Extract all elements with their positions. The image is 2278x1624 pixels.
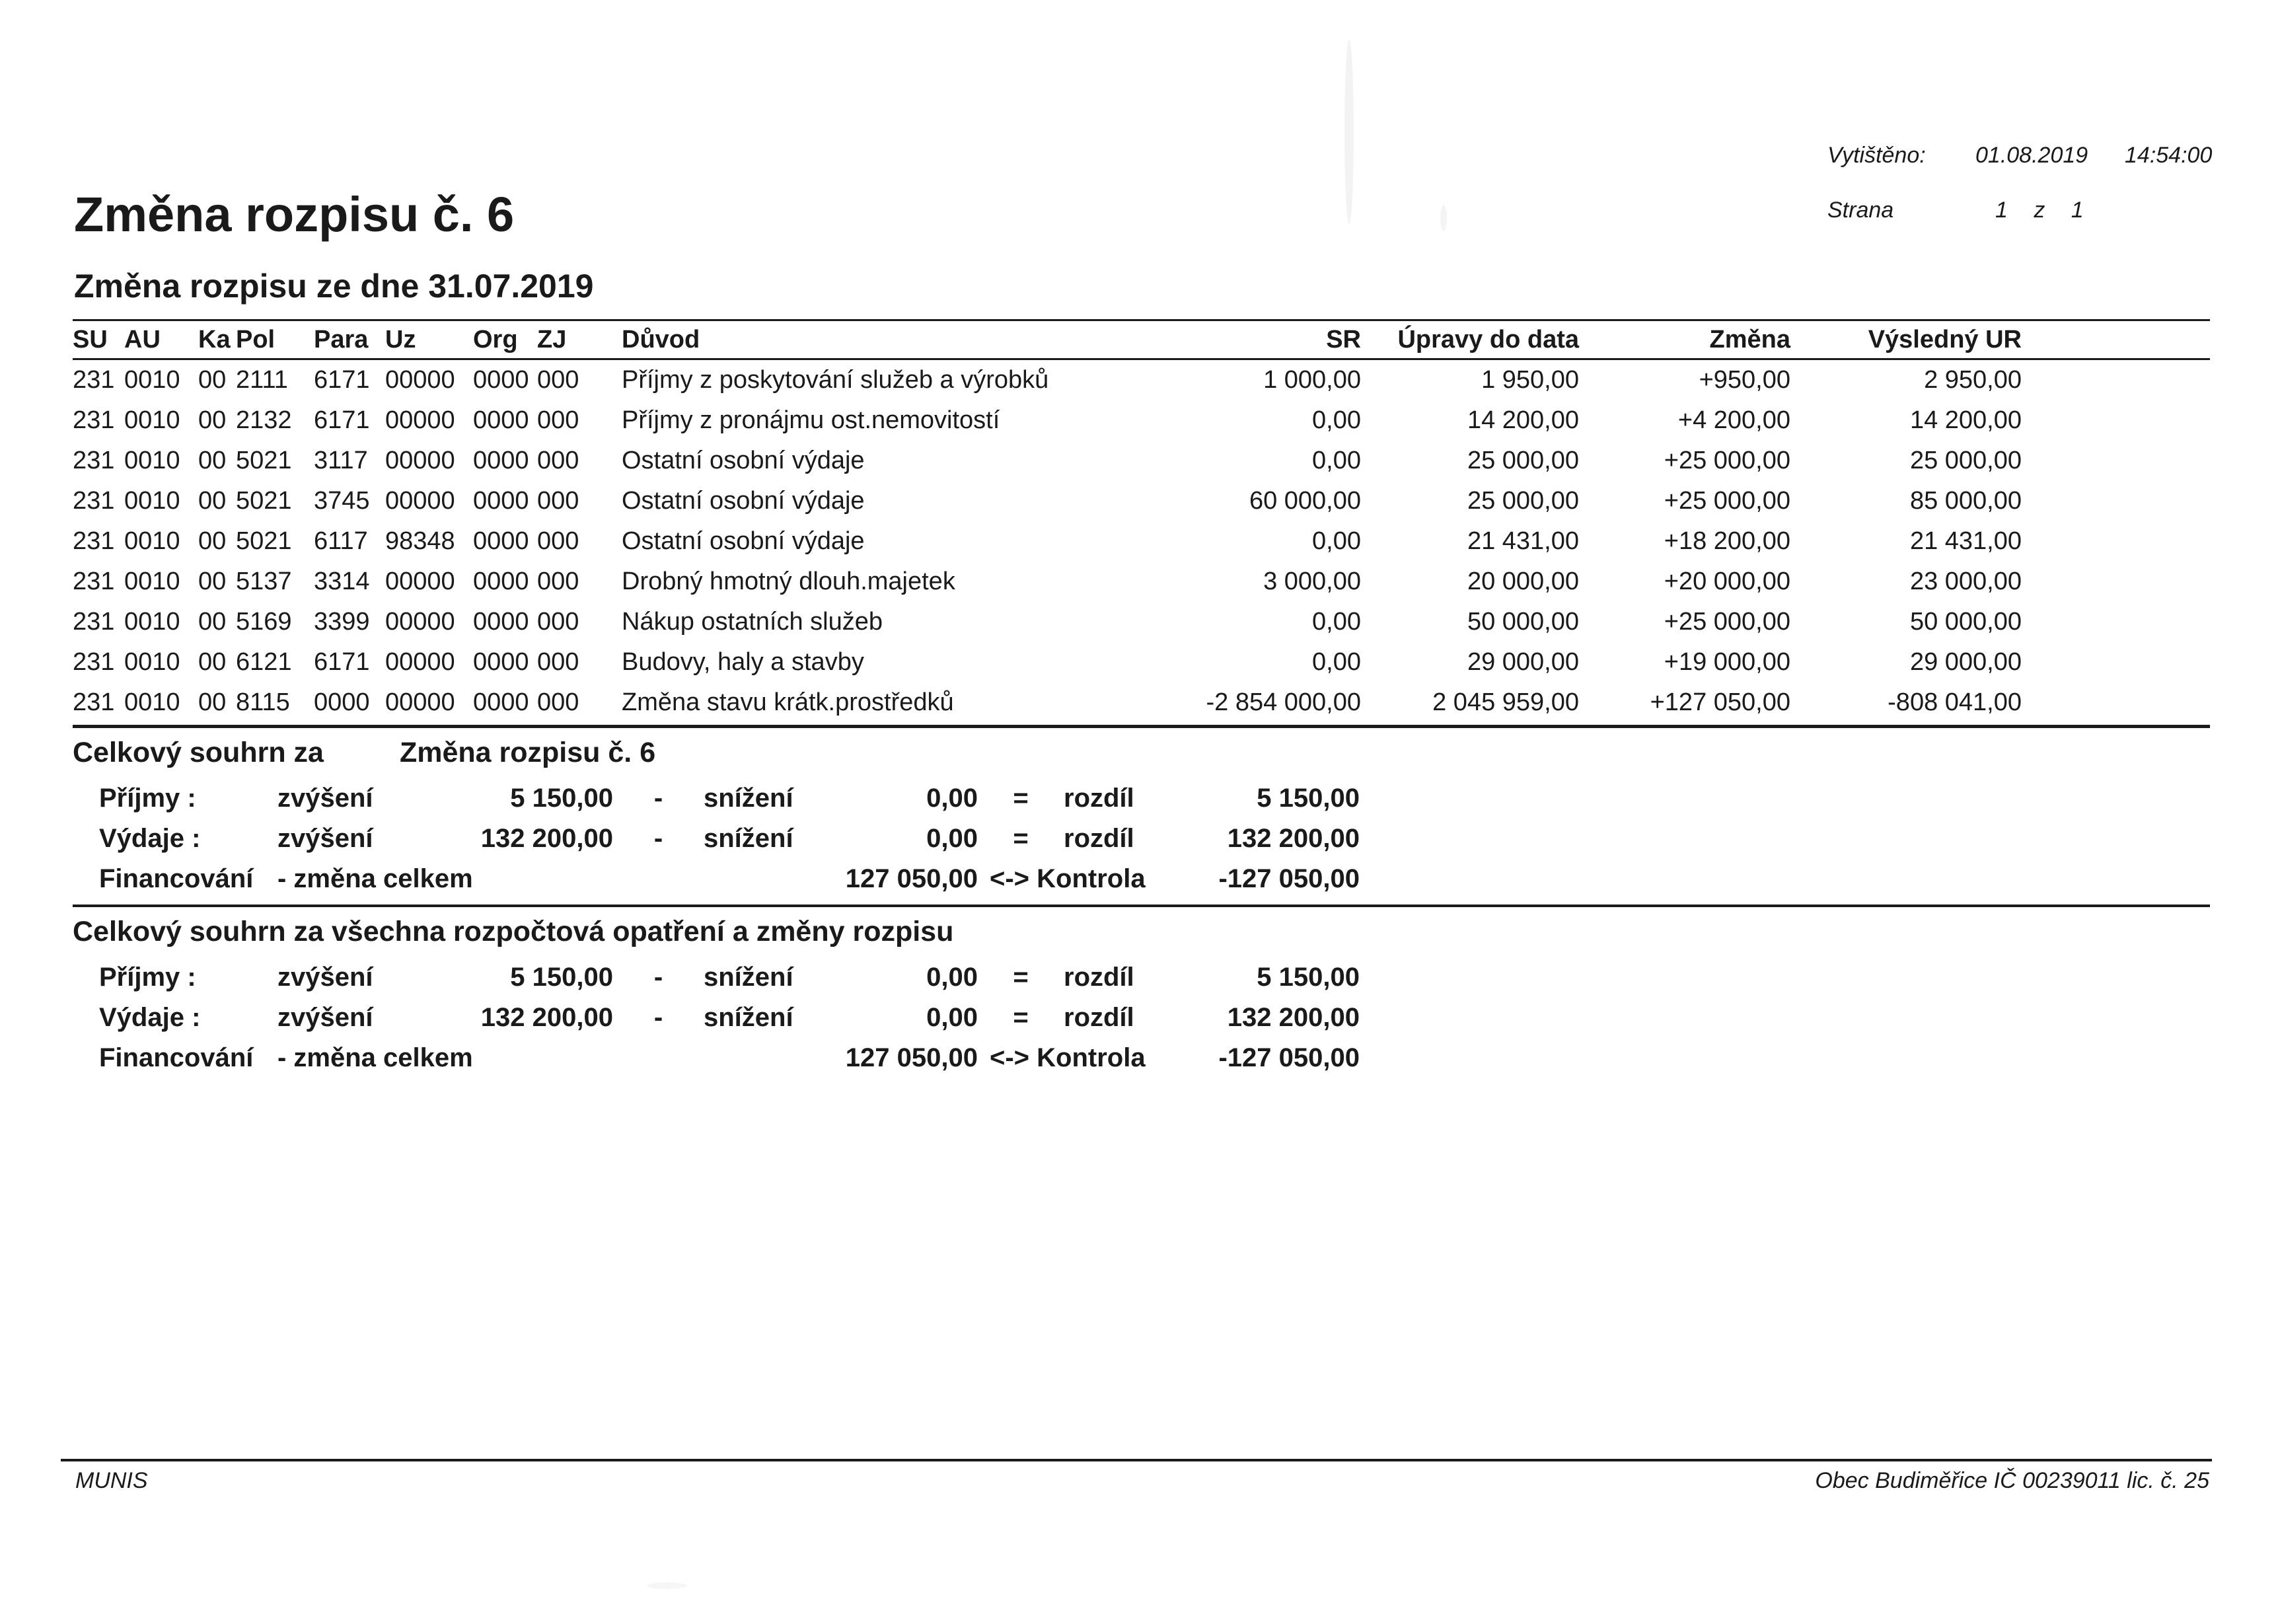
cell-zmena: +20 000,00 [1664, 568, 1790, 595]
cell-upravy: 25 000,00 [1467, 487, 1579, 515]
cell-uz: 00000 [385, 366, 455, 394]
table-row [73, 642, 2210, 683]
cell-sr: 1 000,00 [1263, 366, 1361, 394]
difference-value: 132 200,00 [1227, 1003, 1360, 1032]
financing-sublabel: - změna celkem [277, 1043, 473, 1072]
col-header-ka: Ka [198, 325, 231, 353]
summary-rows [73, 957, 2210, 1078]
cell-duvod: Příjmy z pronájmu ost.nemovitostí [622, 406, 1000, 434]
cell-su: 231 [73, 648, 115, 676]
cell-vysledny: 14 200,00 [1909, 406, 2022, 434]
cell-duvod: Změna stavu krátk.prostředků [622, 688, 954, 716]
divider [73, 725, 2210, 728]
cell-duvod: Příjmy z poskytování služeb a výrobků [622, 366, 1049, 394]
summary-row-label: Příjmy : [99, 963, 196, 992]
cell-au: 0010 [124, 688, 180, 716]
cell-uz: 00000 [385, 688, 455, 716]
cell-zmena: +4 200,00 [1677, 406, 1790, 434]
decrease-label: snížení [704, 1003, 793, 1032]
summary-heading-label: Celkový souhrn za všechna rozpočtová opatření a změny rozpisu [73, 915, 954, 947]
cell-uz: 00000 [385, 568, 455, 595]
decrease-label: snížení [704, 963, 793, 992]
cell-sr: 3 000,00 [1263, 568, 1361, 595]
control-value: -127 050,00 [1218, 1043, 1360, 1072]
decrease-value: 0,00 [926, 784, 978, 813]
minus-sign: - [653, 824, 663, 853]
cell-su: 231 [73, 688, 115, 716]
increase-value: 132 200,00 [480, 824, 613, 853]
page-label: Strana [1827, 198, 1894, 223]
cell-zj: 000 [537, 527, 579, 555]
table-body [73, 360, 2210, 723]
col-header-sr: SR [1326, 325, 1361, 353]
equals-sign: = [1013, 963, 1029, 992]
cell-org: 0000 [473, 688, 529, 716]
cell-vysledny: 21 431,00 [1909, 527, 2022, 555]
cell-zmena: +19 000,00 [1664, 648, 1790, 676]
summary-block-2 [73, 914, 2210, 1078]
cell-su: 231 [73, 608, 115, 636]
footer-app-name: MUNIS [75, 1468, 148, 1493]
scan-noise [647, 1582, 687, 1589]
cell-upravy: 21 431,00 [1467, 527, 1579, 555]
table-row [73, 481, 2210, 521]
scan-noise [1344, 40, 1354, 225]
table-row [73, 683, 2210, 723]
cell-upravy: 1 950,00 [1481, 366, 1579, 394]
minus-sign: - [653, 963, 663, 992]
cell-zmena: +127 050,00 [1650, 688, 1790, 716]
decrease-label: snížení [704, 784, 793, 813]
cell-duvod: Budovy, haly a stavby [622, 648, 864, 676]
cell-upravy: 2 045 959,00 [1432, 688, 1579, 716]
cell-para: 3745 [314, 487, 370, 515]
decrease-label: snížení [704, 824, 793, 853]
financing-value: 127 050,00 [845, 1043, 978, 1072]
printed-date: 01.08.2019 [1975, 143, 2088, 168]
col-header-au: AU [124, 325, 161, 353]
col-header-zj: ZJ [537, 325, 567, 353]
increase-label: zvýšení [277, 963, 373, 992]
cell-duvod: Ostatní osobní výdaje [622, 487, 865, 515]
col-header-duvod: Důvod [622, 325, 700, 353]
table-row [73, 562, 2210, 602]
cell-vysledny: 23 000,00 [1909, 568, 2022, 595]
cell-zmena: +18 200,00 [1664, 527, 1790, 555]
cell-upravy: 25 000,00 [1467, 447, 1579, 474]
cell-vysledny: 25 000,00 [1909, 447, 2022, 474]
summary-row-income [73, 957, 2210, 998]
cell-sr: 0,00 [1312, 527, 1361, 555]
equals-sign: = [1013, 824, 1029, 853]
difference-label: rozdíl [1064, 963, 1134, 992]
cell-uz: 00000 [385, 608, 455, 636]
cell-org: 0000 [473, 487, 529, 515]
cell-upravy: 20 000,00 [1467, 568, 1579, 595]
cell-pol: 2132 [236, 406, 292, 434]
cell-para: 3399 [314, 608, 370, 636]
cell-vysledny: 2 950,00 [1924, 366, 2022, 394]
divider [73, 904, 2210, 907]
financing-sublabel: - změna celkem [277, 864, 473, 893]
summary-rows [73, 778, 2210, 899]
cell-org: 0000 [473, 608, 529, 636]
cell-zmena: +950,00 [1699, 366, 1790, 394]
cell-uz: 00000 [385, 648, 455, 676]
table-row [73, 400, 2210, 441]
cell-su: 231 [73, 568, 115, 595]
col-header-zmena: Změna [1709, 325, 1790, 353]
cell-para: 6171 [314, 366, 370, 394]
cell-zj: 000 [537, 688, 579, 716]
cell-pol: 5021 [236, 527, 292, 555]
cell-org: 0000 [473, 568, 529, 595]
cell-sr: 0,00 [1312, 447, 1361, 474]
cell-uz: 98348 [385, 527, 455, 555]
cell-su: 231 [73, 527, 115, 555]
cell-zj: 000 [537, 366, 579, 394]
page-row [1827, 198, 2212, 223]
cell-upravy: 14 200,00 [1467, 406, 1579, 434]
difference-value: 132 200,00 [1227, 824, 1360, 853]
cell-su: 231 [73, 366, 115, 394]
cell-para: 6171 [314, 406, 370, 434]
page-title: Změna rozpisu č. 6 [74, 187, 515, 242]
cell-au: 0010 [124, 447, 180, 474]
cell-para: 6117 [314, 527, 368, 555]
cell-para: 6171 [314, 648, 370, 676]
cell-pol: 5021 [236, 447, 292, 474]
cell-sr: 60 000,00 [1249, 487, 1361, 515]
decrease-value: 0,00 [926, 1003, 978, 1032]
cell-para: 0000 [314, 688, 370, 716]
difference-label: rozdíl [1064, 824, 1134, 853]
cell-uz: 00000 [385, 487, 455, 515]
cell-pol: 6121 [236, 648, 292, 676]
increase-label: zvýšení [277, 784, 373, 813]
printed-label: Vytištěno: [1827, 143, 1926, 168]
difference-value: 5 150,00 [1257, 784, 1360, 813]
summary-row-label: Výdaje : [99, 824, 201, 853]
table-row [73, 602, 2210, 642]
minus-sign: - [653, 1003, 663, 1032]
control-label: <-> Kontrola [990, 864, 1146, 893]
budget-table [73, 319, 2210, 1078]
col-header-org: Org [473, 325, 518, 353]
cell-vysledny: 85 000,00 [1909, 487, 2022, 515]
summary-block-1 [73, 735, 2210, 907]
financing-value: 127 050,00 [845, 864, 978, 893]
equals-sign: = [1013, 1003, 1029, 1032]
cell-vysledny: 29 000,00 [1909, 648, 2022, 676]
cell-ka: 00 [198, 366, 227, 394]
cell-pol: 2111 [236, 366, 288, 394]
summary-row-label: Příjmy : [99, 784, 196, 813]
summary-heading [73, 735, 2210, 770]
cell-pol: 5169 [236, 608, 292, 636]
cell-sr: -2 854 000,00 [1206, 688, 1361, 716]
cell-zj: 000 [537, 608, 579, 636]
cell-para: 3314 [314, 568, 370, 595]
cell-uz: 00000 [385, 447, 455, 474]
cell-zj: 000 [537, 648, 579, 676]
cell-ka: 00 [198, 568, 227, 595]
col-header-vysledny: Výsledný UR [1868, 325, 2022, 353]
cell-vysledny: -808 041,00 [1888, 688, 2022, 716]
cell-su: 231 [73, 406, 115, 434]
increase-label: zvýšení [277, 1003, 373, 1032]
page-number: 1 z 1 [1995, 198, 2084, 223]
cell-org: 0000 [473, 366, 529, 394]
minus-sign: - [653, 784, 663, 813]
summary-heading-scope: Změna rozpisu č. 6 [400, 736, 656, 768]
decrease-value: 0,00 [926, 963, 978, 992]
printed-time: 14:54:00 [2125, 143, 2213, 168]
increase-value: 5 150,00 [510, 784, 613, 813]
summary-row-expense [73, 998, 2210, 1038]
cell-duvod: Drobný hmotný dlouh.majetek [622, 568, 955, 595]
equals-sign: = [1013, 784, 1029, 813]
cell-pol: 5137 [236, 568, 292, 595]
cell-ka: 00 [198, 688, 227, 716]
cell-su: 231 [73, 487, 115, 515]
cell-ka: 00 [198, 608, 227, 636]
difference-value: 5 150,00 [1257, 963, 1360, 992]
page-subtitle: Změna rozpisu ze dne 31.07.2019 [74, 268, 594, 305]
cell-duvod: Ostatní osobní výdaje [622, 447, 865, 474]
cell-duvod: Ostatní osobní výdaje [622, 527, 865, 555]
cell-org: 0000 [473, 406, 529, 434]
increase-label: zvýšení [277, 824, 373, 853]
scan-noise [1440, 205, 1447, 231]
cell-sr: 0,00 [1312, 648, 1361, 676]
cell-ka: 00 [198, 527, 227, 555]
cell-ka: 00 [198, 648, 227, 676]
col-header-pol: Pol [236, 325, 276, 353]
cell-uz: 00000 [385, 406, 455, 434]
cell-au: 0010 [124, 568, 180, 595]
cell-zmena: +25 000,00 [1664, 447, 1790, 474]
summary-row-financing [73, 859, 2210, 899]
decrease-value: 0,00 [926, 824, 978, 853]
summary-row-income [73, 778, 2210, 819]
cell-org: 0000 [473, 648, 529, 676]
col-header-upravy: Úpravy do data [1397, 325, 1579, 353]
print-info [1827, 143, 2212, 223]
cell-zmena: +25 000,00 [1664, 608, 1790, 636]
cell-upravy: 29 000,00 [1467, 648, 1579, 676]
cell-org: 0000 [473, 527, 529, 555]
summary-row-expense [73, 819, 2210, 859]
cell-para: 3117 [314, 447, 368, 474]
cell-zj: 000 [537, 487, 579, 515]
cell-zj: 000 [537, 568, 579, 595]
table-header-row [73, 319, 2210, 360]
cell-au: 0010 [124, 366, 180, 394]
cell-au: 0010 [124, 648, 180, 676]
summary-heading-label: Celkový souhrn za [73, 736, 324, 768]
control-value: -127 050,00 [1218, 864, 1360, 893]
cell-pol: 8115 [236, 688, 290, 716]
cell-sr: 0,00 [1312, 608, 1361, 636]
footer-license: Obec Budiměřice IČ 00239011 lic. č. 25 [1815, 1468, 2209, 1493]
cell-duvod: Nákup ostatních služeb [622, 608, 883, 636]
cell-zmena: +25 000,00 [1664, 487, 1790, 515]
cell-au: 0010 [124, 527, 180, 555]
cell-sr: 0,00 [1312, 406, 1361, 434]
increase-value: 5 150,00 [510, 963, 613, 992]
table-row [73, 441, 2210, 481]
difference-label: rozdíl [1064, 784, 1134, 813]
col-header-su: SU [73, 325, 108, 353]
page-footer [61, 1459, 2212, 1494]
cell-ka: 00 [198, 447, 227, 474]
increase-value: 132 200,00 [480, 1003, 613, 1032]
cell-zj: 000 [537, 447, 579, 474]
table-row [73, 360, 2210, 400]
cell-su: 231 [73, 447, 115, 474]
cell-vysledny: 50 000,00 [1909, 608, 2022, 636]
printed-row [1827, 143, 2212, 168]
cell-au: 0010 [124, 487, 180, 515]
financing-label: Financování [99, 1043, 254, 1072]
col-header-para: Para [314, 325, 369, 353]
summary-row-label: Výdaje : [99, 1003, 201, 1032]
control-label: <-> Kontrola [990, 1043, 1146, 1072]
difference-label: rozdíl [1064, 1003, 1134, 1032]
cell-au: 0010 [124, 406, 180, 434]
cell-au: 0010 [124, 608, 180, 636]
cell-pol: 5021 [236, 487, 292, 515]
cell-upravy: 50 000,00 [1467, 608, 1579, 636]
summary-row-financing [73, 1038, 2210, 1078]
summary-heading [73, 914, 2210, 949]
col-header-uz: Uz [385, 325, 416, 353]
financing-label: Financování [99, 864, 254, 893]
cell-ka: 00 [198, 487, 227, 515]
cell-zj: 000 [537, 406, 579, 434]
cell-ka: 00 [198, 406, 227, 434]
cell-org: 0000 [473, 447, 529, 474]
table-row [73, 521, 2210, 562]
